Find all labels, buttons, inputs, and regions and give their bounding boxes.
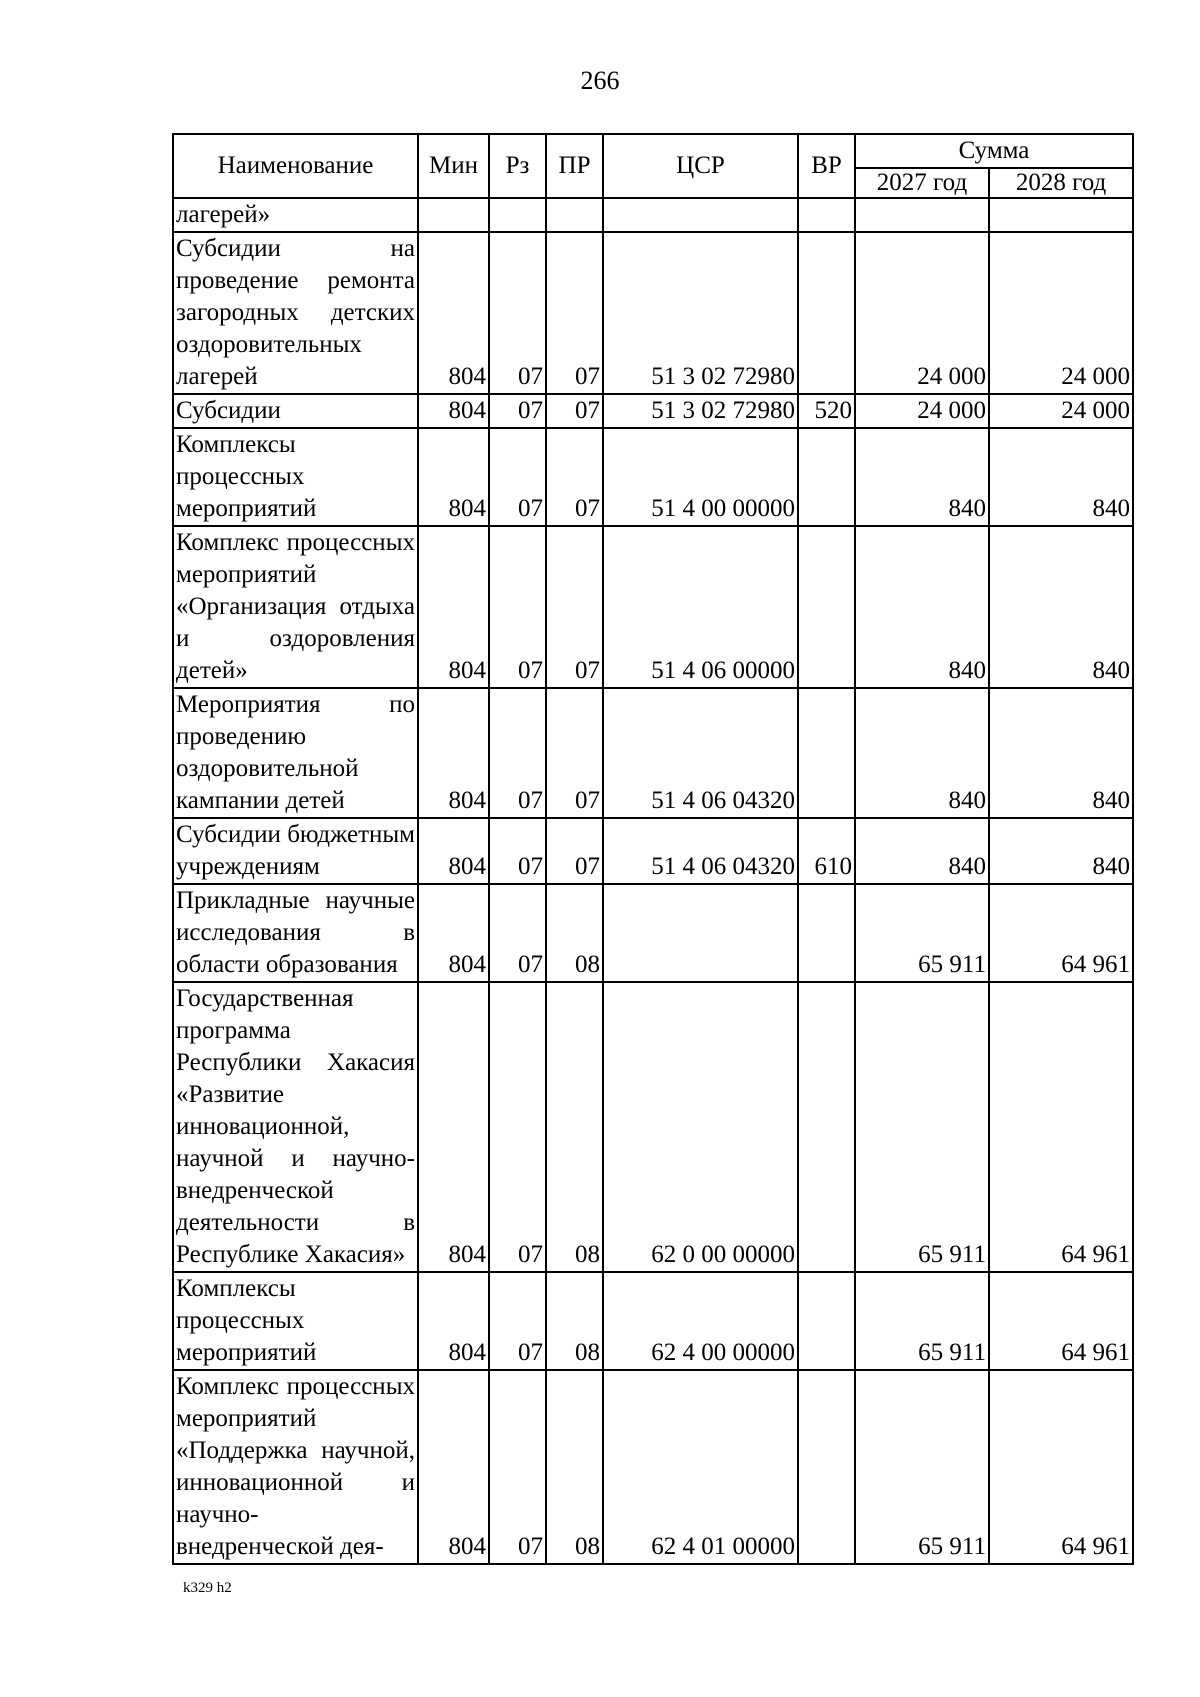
- table-body: [173, 198, 1133, 1564]
- header-rz: Рз: [489, 134, 546, 198]
- row-name: Субсидии бюджетным учреждениям: [173, 818, 418, 884]
- table-row: [173, 818, 1133, 884]
- header-pr: ПР: [546, 134, 603, 198]
- header-2027: 2027 год: [855, 168, 989, 198]
- row-rz: 07: [489, 1370, 546, 1564]
- header-min: Мин: [418, 134, 489, 198]
- table-row: [173, 198, 1133, 232]
- table-row: [173, 394, 1133, 428]
- row-2028: 64 961: [989, 884, 1133, 982]
- row-2027: 840: [855, 428, 989, 526]
- table-row: [173, 884, 1133, 982]
- table-row: [173, 982, 1133, 1272]
- row-rz: 07: [489, 818, 546, 884]
- row-pr: 07: [546, 394, 603, 428]
- table-row: [173, 232, 1133, 394]
- row-2027: 24 000: [855, 394, 989, 428]
- row-vr: [798, 198, 855, 232]
- row-name: Мероприятия по проведению оздоровительной кампании детей: [173, 688, 418, 818]
- row-pr: 07: [546, 232, 603, 394]
- row-pr: 07: [546, 688, 603, 818]
- row-min: 804: [418, 1370, 489, 1564]
- row-vr: [798, 1370, 855, 1564]
- row-pr: 07: [546, 526, 603, 688]
- row-rz: [489, 198, 546, 232]
- row-vr: [798, 688, 855, 818]
- row-name: Субсидии на проведение ремонта загородных детских оздоровительных лагерей: [173, 232, 418, 394]
- row-min: 804: [418, 818, 489, 884]
- row-csr: 51 4 06 04320: [603, 818, 798, 884]
- row-2028: 840: [989, 428, 1133, 526]
- row-vr: 610: [798, 818, 855, 884]
- row-2028: 840: [989, 818, 1133, 884]
- row-min: 804: [418, 982, 489, 1272]
- row-vr: [798, 1272, 855, 1370]
- row-vr: [798, 526, 855, 688]
- header-2028: 2028 год: [989, 168, 1133, 198]
- row-name: Комплекс процессных мероприятий «Организация отдыха и оздоровления детей»: [173, 526, 418, 688]
- row-name: Комплекс процессных мероприятий «Поддержка научной, инновационной и научно-внедренческой дея-: [173, 1370, 418, 1564]
- row-csr: 62 0 00 00000: [603, 982, 798, 1272]
- row-rz: 07: [489, 526, 546, 688]
- row-rz: 07: [489, 428, 546, 526]
- row-rz: 07: [489, 1272, 546, 1370]
- table-row: [173, 1272, 1133, 1370]
- header-name: Наименование: [173, 134, 418, 198]
- row-name: лагерей»: [173, 198, 418, 232]
- row-pr: 08: [546, 1272, 603, 1370]
- row-pr: 07: [546, 818, 603, 884]
- row-2028: 840: [989, 526, 1133, 688]
- row-name: Комплексы процессных мероприятий: [173, 1272, 418, 1370]
- row-2028: [989, 198, 1133, 232]
- row-vr: 520: [798, 394, 855, 428]
- row-csr: 51 4 06 04320: [603, 688, 798, 818]
- table-row: [173, 526, 1133, 688]
- row-vr: [798, 232, 855, 394]
- row-vr: [798, 884, 855, 982]
- row-min: 804: [418, 232, 489, 394]
- row-vr: [798, 982, 855, 1272]
- row-name: Комплексы процессных мероприятий: [173, 428, 418, 526]
- row-2028: 24 000: [989, 394, 1133, 428]
- table-row: [173, 428, 1133, 526]
- row-2027: [855, 198, 989, 232]
- row-pr: 08: [546, 1370, 603, 1564]
- page-number: 266: [580, 66, 620, 95]
- budget-table: [172, 133, 1134, 1565]
- row-pr: 08: [546, 884, 603, 982]
- row-min: 804: [418, 884, 489, 982]
- row-name: Субсидии: [173, 394, 418, 428]
- row-2027: 65 911: [855, 982, 989, 1272]
- row-min: [418, 198, 489, 232]
- row-2028: 64 961: [989, 982, 1133, 1272]
- row-2028: 64 961: [989, 1272, 1133, 1370]
- row-2027: 65 911: [855, 884, 989, 982]
- row-2027: 840: [855, 526, 989, 688]
- row-2027: 24 000: [855, 232, 989, 394]
- row-vr: [798, 428, 855, 526]
- row-pr: 07: [546, 428, 603, 526]
- row-pr: [546, 198, 603, 232]
- row-csr: [603, 198, 798, 232]
- row-csr: 51 4 00 00000: [603, 428, 798, 526]
- row-csr: 62 4 01 00000: [603, 1370, 798, 1564]
- table-row: [173, 1370, 1133, 1564]
- header-csr: ЦСР: [603, 134, 798, 198]
- header-sum: Сумма: [855, 134, 1133, 168]
- row-csr: [603, 884, 798, 982]
- row-name: Прикладные научные исследования в области образования: [173, 884, 418, 982]
- row-rz: 07: [489, 232, 546, 394]
- row-min: 804: [418, 526, 489, 688]
- row-2027: 840: [855, 818, 989, 884]
- row-rz: 07: [489, 688, 546, 818]
- row-csr: 51 4 06 00000: [603, 526, 798, 688]
- row-pr: 08: [546, 982, 603, 1272]
- row-2028: 64 961: [989, 1370, 1133, 1564]
- row-csr: 51 3 02 72980: [603, 394, 798, 428]
- row-rz: 07: [489, 394, 546, 428]
- header-vr: ВР: [798, 134, 855, 198]
- row-2028: 24 000: [989, 232, 1133, 394]
- row-csr: 51 3 02 72980: [603, 232, 798, 394]
- row-min: 804: [418, 1272, 489, 1370]
- row-2028: 840: [989, 688, 1133, 818]
- row-name: Государственная программа Республики Хакасия «Развитие инновационной, научной и научно-внедренческой деятельности в Республике Хакасия»: [173, 982, 418, 1272]
- row-csr: 62 4 00 00000: [603, 1272, 798, 1370]
- row-min: 804: [418, 688, 489, 818]
- row-2027: 65 911: [855, 1272, 989, 1370]
- row-rz: 07: [489, 884, 546, 982]
- row-min: 804: [418, 394, 489, 428]
- row-2027: 65 911: [855, 1370, 989, 1564]
- table-row: [173, 688, 1133, 818]
- row-min: 804: [418, 428, 489, 526]
- row-rz: 07: [489, 982, 546, 1272]
- footer-code: k329 h2: [183, 1580, 232, 1596]
- row-2027: 840: [855, 688, 989, 818]
